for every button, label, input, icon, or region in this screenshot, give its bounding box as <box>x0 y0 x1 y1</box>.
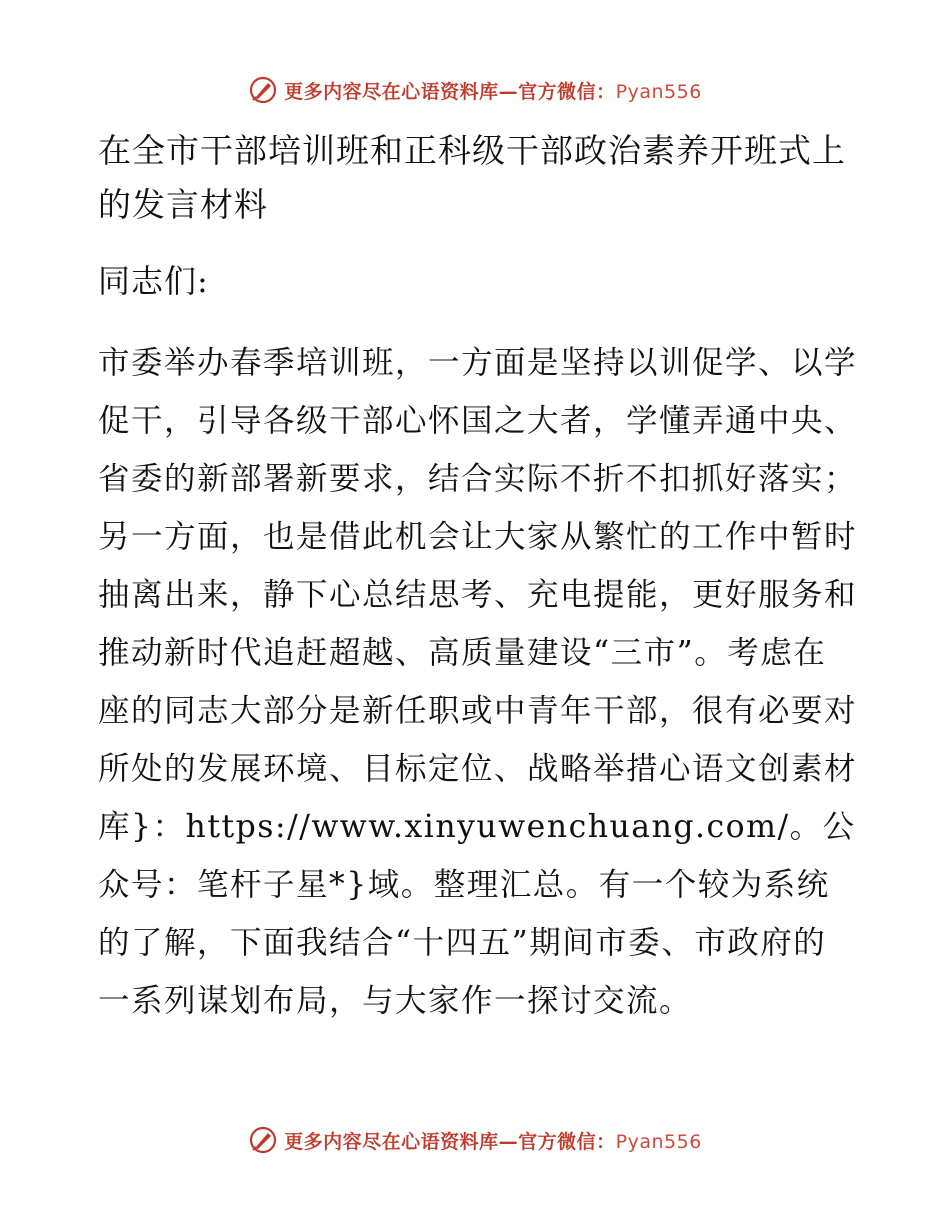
footer-banner-text <box>284 1127 702 1154</box>
footer-banner-handle: Pyan556 <box>615 1130 702 1153</box>
quill-logo-icon <box>248 75 278 105</box>
footer-banner <box>0 1120 950 1160</box>
quill-logo-icon <box>248 1125 278 1155</box>
document-body <box>98 124 858 1030</box>
body-paragraph: 市委举办春季培训班，一方面是坚持以训促学、以学促干，引导各级干部心怀国之大者，学懂弄通中央、省委的新部署新要求，结合实际不折不扣抓好落实；另一方面，也是借此机会让大家从繁忙的工作中暂时抽离出来，静下心总结思考、充电提能，更好服务和推动新时代追赶超越、高质量建设“三市”。考虑在座的同志大部分是新任职或中青年干部，很有必要对所处的发展环境、目标定位、战略举措心语文创素材库}：https://www.xinyuwenchuang.com/。公众号：笔杆子星*}域。整理汇总。有一个较为系统的了解，下面我结合“十四五”期间市委、市政府的一系列谋划布局，与大家作一探讨交流。 <box>98 345 858 1019</box>
footer-banner-label: 更多内容尽在心语资料库—官方微信： <box>284 1130 616 1153</box>
document-title: 在全市干部培训班和正科级干部政治素养开班式上的发言材料 <box>98 131 846 224</box>
header-banner-label: 更多内容尽在心语资料库—官方微信： <box>284 80 616 103</box>
salutation: 同志们: <box>98 262 209 300</box>
header-banner <box>0 70 950 110</box>
header-banner-text <box>284 77 702 104</box>
header-banner-handle: Pyan556 <box>615 80 702 103</box>
